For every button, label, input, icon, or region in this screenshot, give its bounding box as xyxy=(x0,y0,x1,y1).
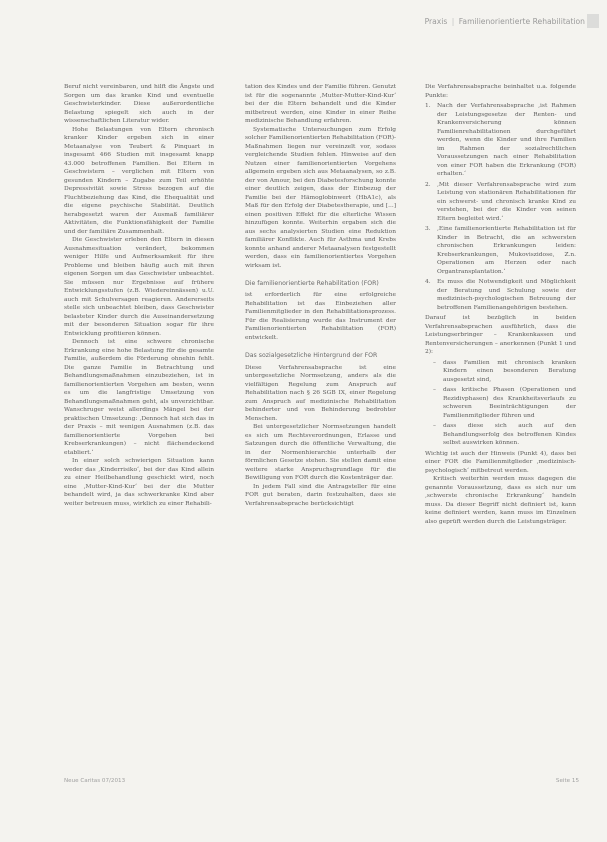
item-text: Es muss die Notwendigkeit und Möglichkeit der Beratung und Schulung sowie der medizinisch-psychologischen Betreuung der betroffenen Familienangehörigen bestehen. xyxy=(437,279,576,311)
numbered-item xyxy=(425,102,576,179)
col1-paragraph-4: Dennoch ist eine schwere chronische Erkrankung eine hohe Belastung für die gesamte Familie, außerdem die Förderung ohnehin fehlt. Die ganze Familie in Betrachtung und Behandlungsmaßnahmen einzubeziehen, ist in familienorientierten Vorgehen am besten, wenn es um die langfristige Umsetzung von Behandlungsmaßnahmen geht, als unverzichtbar. Wanschruger weist allerdings Mängel bei der praktischen Umsetzung: ‚Dennoch hat sich das in der Praxis – mit wenigen Ausnahmen (z.B. das familienorientierte Vorgehen bei Krebserkrankungen) – nicht flächendeckend etabliert.‘ xyxy=(64,339,214,456)
bullet-text: dass kritische Phasen (Operationen und Rezidivphasen) des Krankheitsverlaufs zu schweren Beeinträchtigungen der Familienmitglieder führen und xyxy=(443,387,576,419)
bullet-list xyxy=(425,359,576,448)
item-text: Nach der Verfahrensabsprache ‚ist Rahmen der Leistungsgesetze der Renten- und Krankenversicherung können Familienrehabilitationen durchgeführt werden, wenn die Kinder und ihre Familien im Rahmen der sozialrechtlichen Voraussetzungen nach einer Rehabilitation von einer FOR haben die Erkrankung (FOR) erhalten.‘ xyxy=(437,103,576,177)
bullet-dash-icon: – xyxy=(433,387,436,393)
bullet-text: dass diese sich auch auf den Behandlungserfolg des betroffenen Kindes selbst auswirken können. xyxy=(443,423,576,446)
col1-paragraph-5: In einer solch schwierigen Situation kann weder das ‚Kinderrisiko‘, bei der das Kind allein zu einer Heilbehandlung geschickt wird, noch eine ‚Mutter-Kind-Kur‘ bei der die Mutter behandelt wird, ja das schwerkranke Kind aber weiter betreuen muss, wirklich zu einer Rehabili- xyxy=(64,458,214,507)
col3-intro: Die Verfahrensabsprache beinhaltet u.a. folgende Punkte: xyxy=(425,84,576,99)
section-heading-for: Die familienorientierte Rehabilitation (FOR) xyxy=(245,280,379,287)
col2-paragraph-legal-3: In jedem Fall sind die Antragsteller für eine FOR gut beraten, darin festzuhalten, dass sie Verfahrensabsprache berücksichtigt xyxy=(245,483,396,507)
numbered-item xyxy=(425,181,576,224)
col3-paragraph-end-1: Wichtig ist auch der Hinweis (Punkt 4), dass bei einer FOR die Familienmitglieder ‚medizinisch-psychologisch‘ mitbetreut werden. xyxy=(425,450,576,474)
col1-paragraph-3: Die Geschwister erleben den Eltern in diesen Ausnahmesituation verändert, bekommen weniger Hilfe und Aufmerksamkeit für ihre Probleme und bleiben häufig auch mit ihren eigenen Sorgen um das Geschwister unbeachtet. Sie müssen nur Ergebnisse auf frühere Entwicklungsstufen (z.B. Wiedereinnässen) u.U. auch mit Schulversagen reagieren. Andererseits stelle sich unbeachtet bleiben, dass Geschwister belasteter Kinder durch die Auseinandersetzung mit der besonderen Situation sogar für ihre Entwicklung profitieren können. xyxy=(64,237,214,337)
col2-paragraph-2: Systematische Untersuchungen zum Erfolg solcher Familienorientierten Rehabilitation (FOR)-Maßnahmen liegen nur vereinzelt vor, sodass vergleichende Studien fehlen. Hinweise auf den Nutzen einer familienorientierten Vorgehens allgemein ergeben sich aus Metaanalysen, so z.B. der von Amour, bei den Diabetesforschung konnte einer deutlich zeigen, dass der Einbezug der Familie bei der Hämoglobinwert (HbA1c), als Maß für den Erfolg der Diabetestherapie, und [...] einen positiven Effekt für die elterliche Wissen hinzufügen konnte. Weiterhin ergaben sich die aus sechs analysierten Studien eine Reduktion familiärer Konflikte. Auch für Asthma und Krebs konnte anhand anderer Metaanalysen festgestellt werden, dass ein familienorientiertes Vorgehen wirksam ist. xyxy=(245,126,396,269)
header-topic: Familienorientierte Rehabilitation xyxy=(458,17,585,26)
item-number: 4. xyxy=(425,279,431,285)
running-header xyxy=(395,17,585,26)
header-separator: | xyxy=(451,17,455,26)
page-corner-mark xyxy=(587,14,599,28)
col2-paragraph-1: tation des Kindes und der Familie führen. Genutzt ist für die sogenannte ‚Mutter-Mutter-Kind-Kur‘ bei der die Eltern behandelt und die Kinder mitbetreut werden, eine Kinder in einer Reihe medizinische Behandlung erfahren. xyxy=(245,84,396,124)
footer-page-number: Seite 15 xyxy=(555,778,579,784)
bullet-dash-icon: – xyxy=(433,423,436,429)
bullet-dash-icon: – xyxy=(433,359,436,366)
col3-paragraph-mid: Darauf ist bezüglich in beiden Verfahrensabsprachen ausführlich, dass die Leistungserbringer – Krankenkassen und Rentenversicherungen – anerkennen (Punkt 1 und 2): xyxy=(425,315,576,355)
numbered-item xyxy=(425,278,576,312)
item-text: ‚Mit dieser Verfahrensabsprache wird zum Leistung von stationären Rehabilitationen für ein schwerst- und chronisch kranke Kind zu verstehen, bei der die Kinder von seinen Eltern begleitet wird.‘ xyxy=(437,181,576,222)
numbered-list xyxy=(425,102,576,312)
footer-publication: Neue Caritas 07/2013 xyxy=(64,778,126,784)
col3-paragraph-end-2: Kritisch weiterhin werden muss dagegen die genannte Voraussetzung, dass es sich nur um ‚schwerste chronische Erkrankung‘ handeln muss. Da dieser Begriff nicht definiert ist, kann keine definiert werden, kann muss im Einzelnen also geprüft werden durch die Leistungsträger. xyxy=(425,476,576,525)
col2-paragraph-legal-1: Diese Verfahrensabsprache ist eine untergesetzliche Normsetzung, anders als die vielfältigen Regelung zum Anspruch auf Rehabilitation nach § 26 SGB IX, einer Regelung zum Anspruch auf medizinische Rehabilitation behinderter und von Behinderung bedrohter Menschen. xyxy=(245,364,396,422)
col1-paragraph-2: Hohe Belastungen von Eltern chronisch kranker Kinder ergeben sich in einer Metaanalyse von Teubert & Pinquart in insgesamt 466 Studien mit insgesamt knapp 43.000 betroffenen Familien. Bei Eltern in Geschwistern – verglichen mit Eltern von gesunden Kindern – Zugabe zum Teil erhöhte Depressivität sowie Stress bezogen auf die Fluchtbeziehung das Kind, die Ehequalität und die eigene psychische Stabilität. Deutlich herabgesetzt waren der Ausmaß familiärer Aktivitäten, die Funktionsfähigkeit der Familie und der familiäre Zusammenhalt. xyxy=(64,126,214,235)
text-column-3 xyxy=(425,83,576,526)
col2-paragraph-for: ist erforderlich für eine erfolgreiche Rehabilitation ist das Einbeziehen aller Familienmitglieder in den Rehabilitationsprozess. Für die Realisierung wurde das Instrument der Familienorientierten Rehabilitation (FOR) entwickelt. xyxy=(245,292,396,341)
text-column-2 xyxy=(245,83,396,508)
text-column-1 xyxy=(64,83,214,508)
item-text: ‚Eine familienorientierte Rehabilitation ist für Kinder in Betracht, die an schwersten chronischen Erkrankungen leiden: Krebserkrankungen, Mukoviszidose, Z.n. Operationen am Herzen oder nach Organtransplantation.‘ xyxy=(437,226,576,275)
bullet-item xyxy=(425,359,576,385)
item-number: 1. xyxy=(425,103,431,109)
bullet-text: dass Familien mit chronisch kranken Kindern einen besonderen Beratung ausgesetzt sind, xyxy=(443,359,576,383)
numbered-item xyxy=(425,225,576,276)
bullet-item xyxy=(425,422,576,448)
header-section: Praxis xyxy=(424,17,448,26)
bullet-item xyxy=(425,386,576,420)
item-number: 3. xyxy=(425,226,431,232)
section-heading-legal: Das sozialgesetzliche Hintergrund der FOR xyxy=(245,352,378,360)
col1-paragraph-1: Beruf nicht vereinbaren, und hilft die Ängste und Sorgen um das kranke Kind und eventuelle Geschwisterkinder. Diese außerordentliche Belastung spiegelt sich auch in der wissenschaftlichen Literatur wider. xyxy=(64,84,214,124)
item-number: 2. xyxy=(425,181,431,188)
col2-paragraph-legal-2: Bei untergesetzlicher Normsetzungen handelt es sich um Rechtsverordnungen, Erlasse und Satzungen durch die öffentliche Verwaltung, die in der Normenhierarchie unterhalb der förmlichen Gesetze stehen. Sie stellen damit eine weitere starke Anspruchsgrundlage für die Bewilligung von FOR durch die Kostenträger dar. xyxy=(245,424,396,482)
